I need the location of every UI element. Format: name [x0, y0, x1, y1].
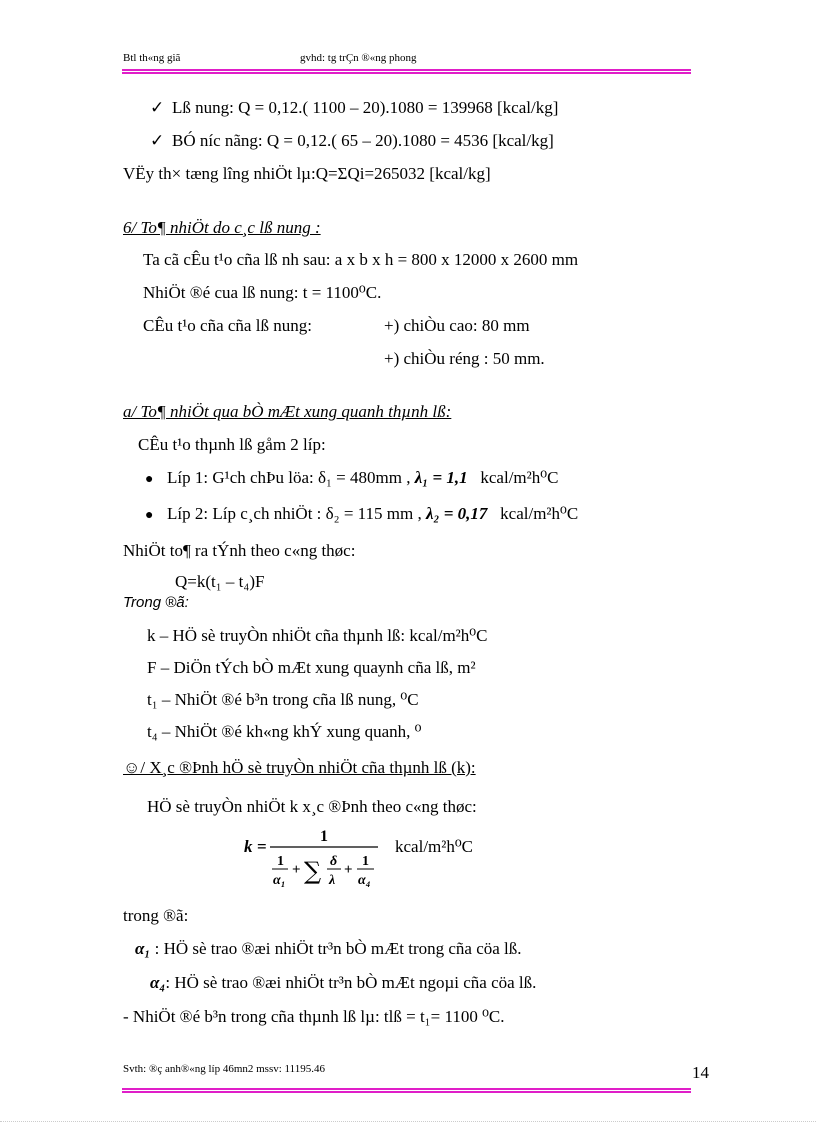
layer-2: ● Líp 2: Líp c¸ch nhiÖt : δ₂ = 115 mm , λ₂ = 0,17 kcal/m²h⁰C	[145, 504, 579, 523]
def-t4: t₄ – NhiÖt ®é kh«ng khÝ xung quanh, ⁰	[147, 722, 422, 741]
alpha1-def: α₁ : HÖ sè trao ®æi nhiÖt tr³n bÒ mÆt trong cña cöa lß.	[135, 939, 522, 958]
lambda-symbol: λ	[329, 873, 336, 888]
page-number: 14	[692, 1063, 709, 1082]
section-a-heading: a/ To¶ nhiÖt qua bÒ mÆt xung quanh thµnh lß:	[123, 402, 452, 421]
section-6-heading: 6/ To¶ nhiÖt do c¸c lß nung :	[123, 218, 321, 237]
alpha4-def: α₄: HÖ sè trao ®æi nhiÖt tr³n bÒ mÆt ngoµi cña cöa lß.	[150, 973, 537, 992]
sum-symbol: ∑	[304, 857, 322, 885]
where-label-2: trong ®ã:	[123, 906, 189, 925]
def-f: F – DiÖn tÝch bÒ mÆt xung quaynh cña lß, m²	[147, 658, 476, 677]
header-middle: gvhd: tg trÇn ®«ng phong	[300, 52, 417, 64]
formula-numerator: 1	[320, 828, 328, 845]
denom-1: 1	[277, 854, 284, 869]
kiln-height: +) chiÒu cao: 80 mm	[384, 316, 530, 335]
checkmark-icon: ✓	[150, 131, 165, 150]
def-t1: t₁ – NhiÖt ®é b³n trong cña lß nung, ⁰C	[147, 690, 419, 709]
footer-left: Svth: ®ç anh®«ng líp 46mn2 mssv: 11195.46	[123, 1063, 325, 1075]
wall-structure-intro: CÊu t¹o thµnh lß gåm 2 líp:	[138, 435, 326, 454]
header-rule-1	[122, 69, 691, 71]
kiln-dimensions: Ta cã cÊu t¹o cña lß nh sau: a x b x h = 800 x 12000 x 2600 mm	[143, 250, 579, 269]
inner-wall-temp: - NhiÖt ®é b³n trong cña thµnh lß lµ: tlß = t₁= 1100 ⁰C.	[123, 1007, 505, 1026]
k-formula-intro: HÖ sè truyÒn nhiÖt k x¸c ®Þnh theo c«ng thøc:	[147, 797, 477, 816]
delta-symbol: δ	[330, 854, 338, 869]
kiln-structure-label: CÊu t¹o cña cña lß nung:	[143, 316, 312, 335]
plus-1: +	[292, 862, 301, 878]
checkmark-icon: ✓	[150, 98, 165, 117]
footer-rule-1	[122, 1088, 691, 1090]
def-k: k – HÖ sè truyÒn nhiÖt cña thµnh lß: kcal/m²h⁰C	[147, 626, 488, 645]
header-rule-2	[122, 72, 691, 74]
header-left: Btl th«ng giã	[123, 52, 181, 64]
where-label: Trong ®ã:	[123, 594, 189, 611]
kiln-temperature: NhiÖt ®é cua lß nung: t = 1100⁰C.	[143, 283, 382, 302]
k-formula-unit: kcal/m²h⁰C	[395, 837, 474, 856]
bullet-icon: ●	[145, 508, 154, 523]
alpha1-denom: α₁	[273, 873, 286, 888]
k-symbol: k	[244, 837, 253, 856]
kiln-width: +) chiÒu réng : 50 mm.	[384, 349, 545, 368]
bullet-icon: ●	[145, 472, 154, 487]
check-line-2: ✓ BÓ níc nãng: Q = 0,12.( 65 – 20).1080 = 4536 [kcal/kg]	[150, 131, 554, 150]
page-edge	[0, 1121, 816, 1122]
k-formula	[240, 826, 390, 896]
footer-rule-2	[122, 1091, 691, 1093]
section-k-heading: ☺/ X¸c ®Þnh hÖ sè truyÒn nhiÖt cña thµnh lß (k):	[123, 758, 476, 777]
denom-3: 1	[362, 854, 369, 869]
alpha4-denom: α₄	[358, 873, 371, 888]
formula-intro: NhiÖt to¶ ra tÝnh theo c«ng thøc:	[123, 541, 356, 560]
total-heat-line: VËy th× tæng lîng nhiÖt lµ:Q=ΣQi=265032 [kcal/kg]	[123, 164, 491, 183]
layer-1: ● Líp 1: G¹ch chÞu löa: δ₁ = 480mm , λ₁ = 1,1 kcal/m²h⁰C	[145, 468, 559, 487]
plus-2: +	[344, 862, 353, 878]
equals-sign: =	[257, 837, 267, 856]
heat-formula: Q=k(t₁ – t₄)F	[175, 572, 265, 591]
check-line-1: ✓ Lß nung: Q = 0,12.( 1100 – 20).1080 = 139968 [kcal/kg]	[150, 98, 559, 117]
